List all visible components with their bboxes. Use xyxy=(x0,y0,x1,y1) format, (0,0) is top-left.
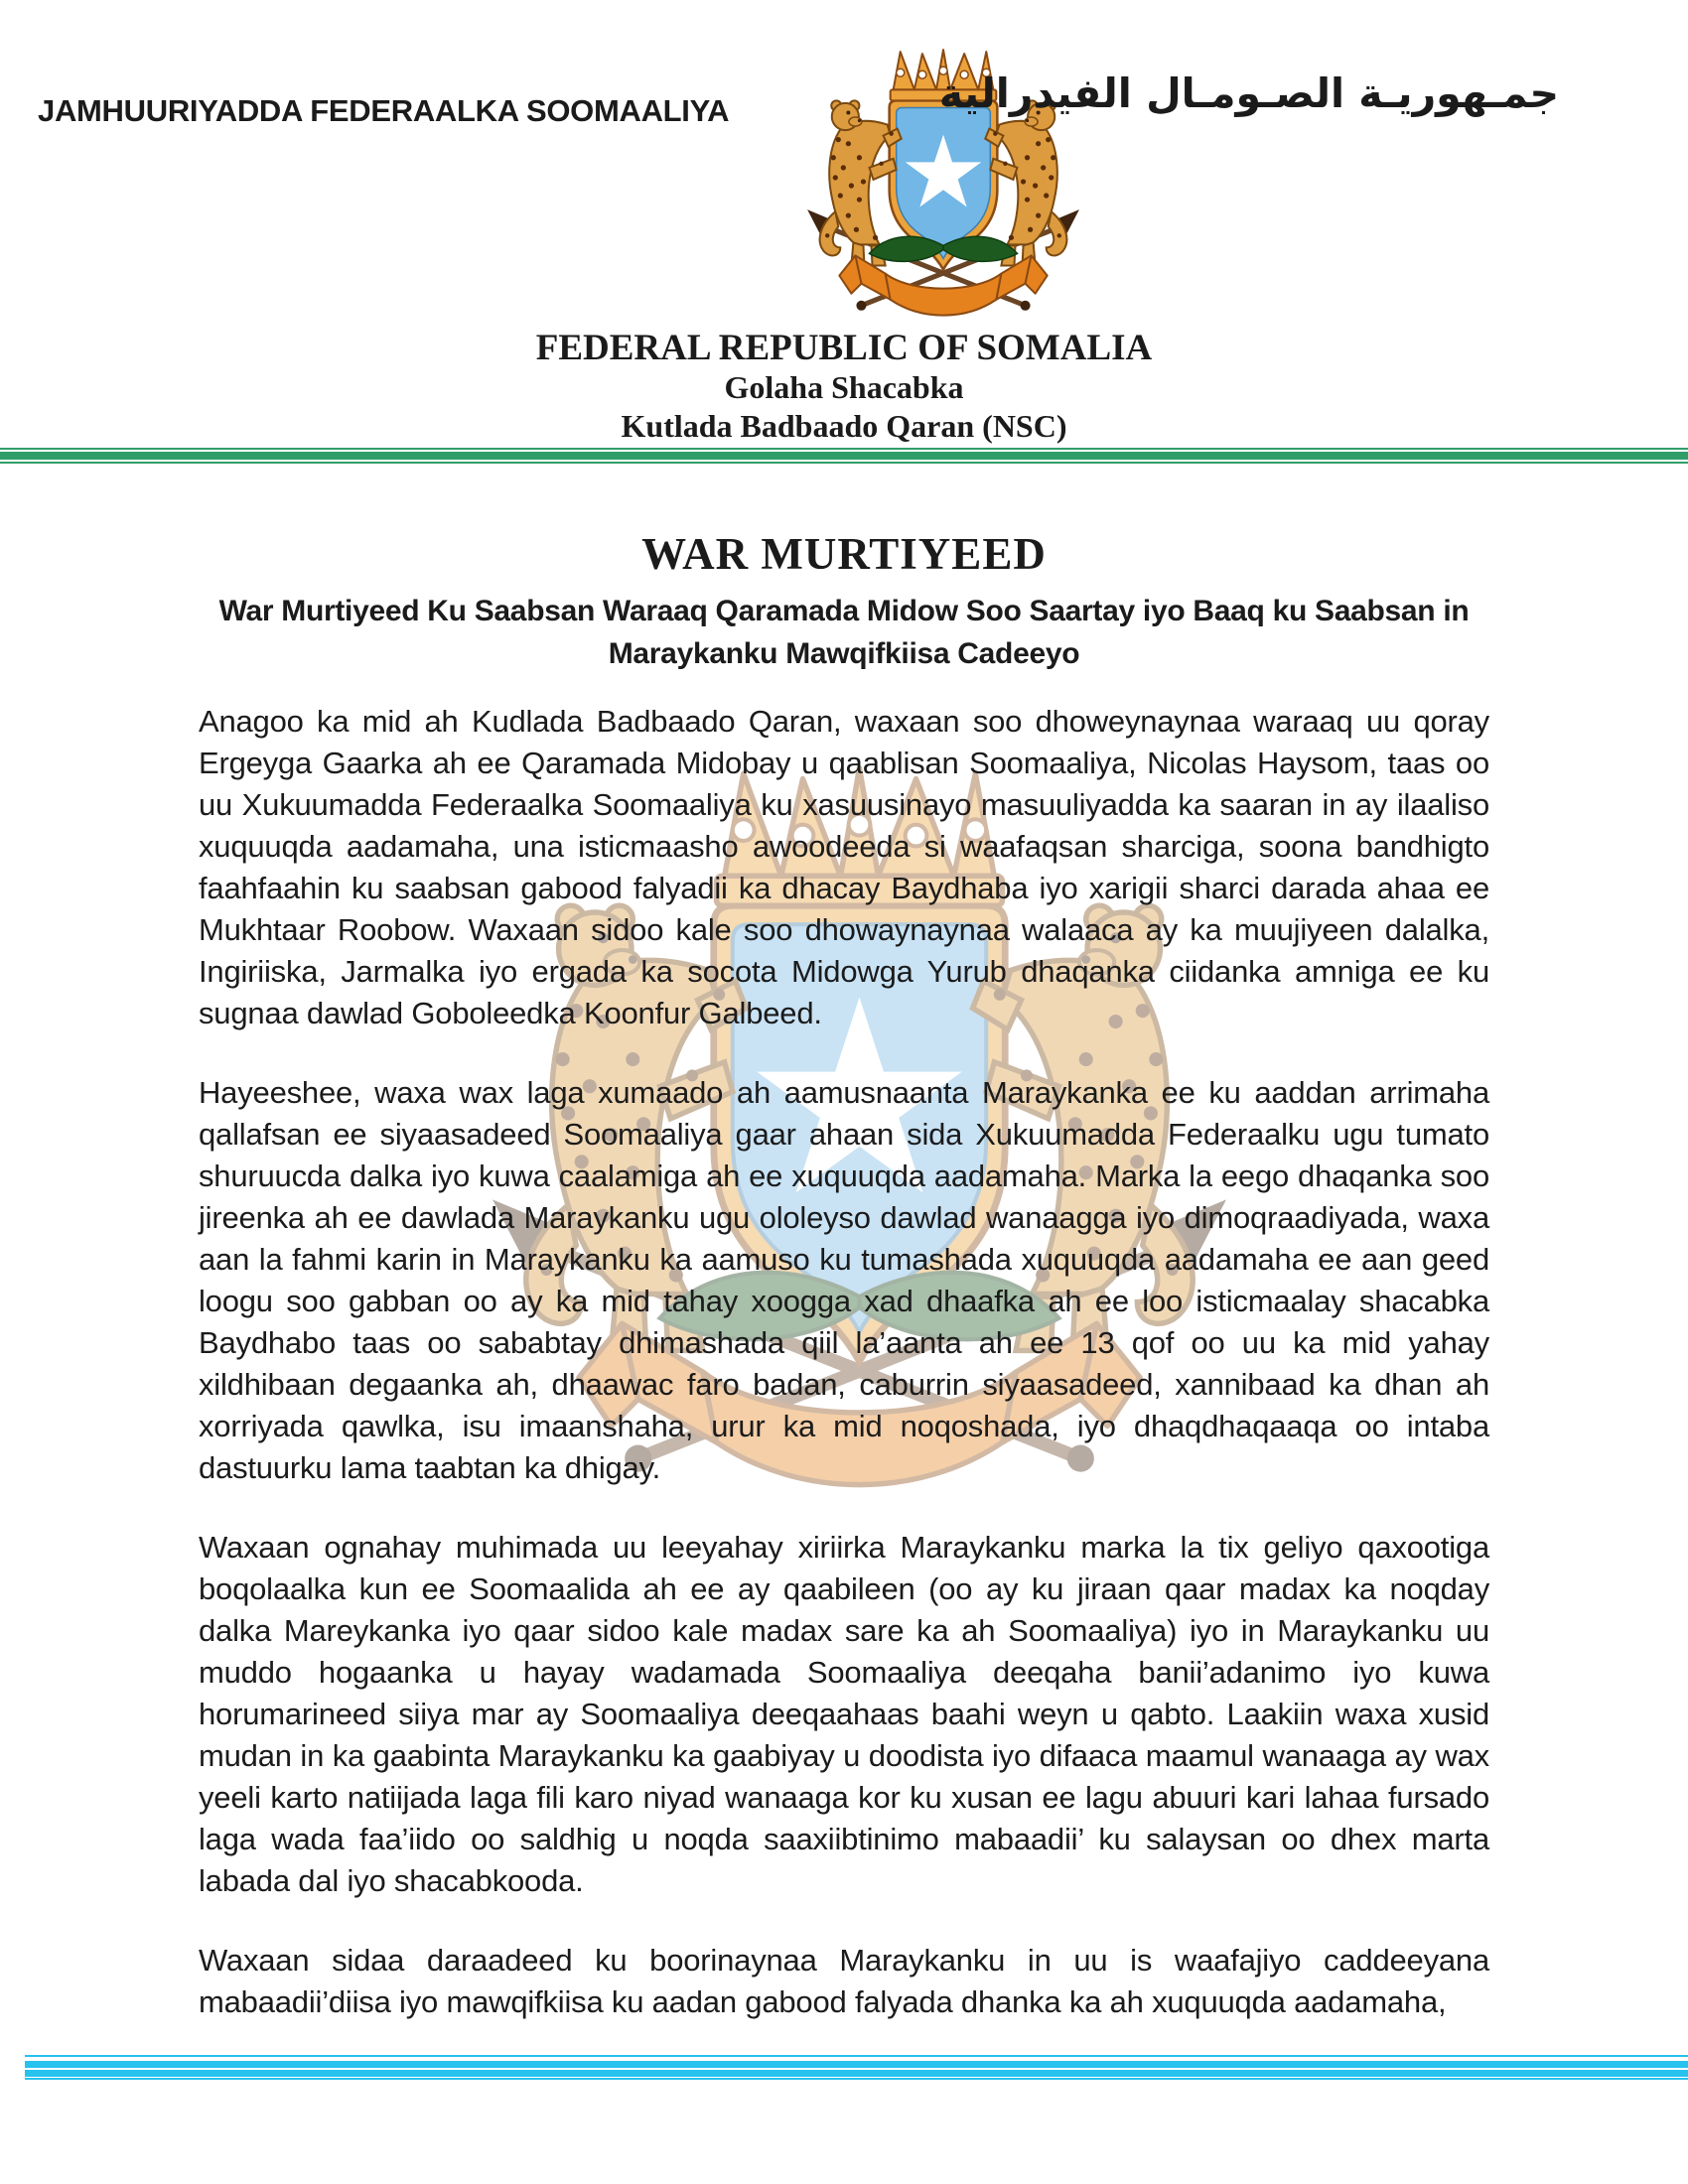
body-paragraph-4: Waxaan sidaa daraadeed ku boorinaynaa Maraykanku in uu is waafajiyo caddeeyana mabaadii’diisa iyo mawqifkiisa ku aadan gabood falyada dhanka ka ah xuquuqda aadamaha, xyxy=(199,1943,1489,2019)
org-name-english: FEDERAL REPUBLIC OF SOMALIA xyxy=(535,328,1153,368)
footer-separator-line xyxy=(25,2055,1688,2080)
header-org-block xyxy=(0,328,1688,445)
org-committee: Kutlada Badbaado Qaran (NSC) xyxy=(621,408,1067,444)
document-subtitle: War Murtiyeed Ku Saabsan Waraaq Qaramada Midow Soo Saartay iyo Baaq ku Saabsan in Maraykanku Mawqifkiisa Cadeeyo xyxy=(218,595,1470,670)
document-title: WAR MURTIYEED xyxy=(641,529,1047,580)
header-separator-line xyxy=(0,448,1688,464)
document-body xyxy=(199,701,1489,2061)
body-paragraph-3: Waxaan ognahay muhimada uu leeyahay xiriirka Maraykanku marka la tix geliyo qaxootiga boqolaalka kun ee Soomaalida ah ee ay qaabileen (oo ay ku jiraan qaar madax ka noqday dalka Mareykanka iyo qaar sidoo kale madax sare ka ah Soomaaliya) iyo in Maraykanku uu muddo hogaanka u hayay wadamada Soomaaliya deeqaha banii’adanimo iyo kuwa horumarineed siiya mar ay Soomaaliya deeqaahaas baahi weyn u qabto. Laakiin waxa xusid mudan in ka gaabinta Maraykanku ka gaabiyay u doodista iyo difaaca maamul wanaaga ay wax yeeli karto natiijada laga fili karo niyad wanaaga kor ku xusan ee lagu abuuri kari lahaa fursado laga wada faa’iido oo saldhig u noqda saaxiibtinimo mabaadii’ ku salaysan oo dhex marta labada dal iyo shacabkooda. xyxy=(199,1530,1489,1898)
header-somali-title: JAMHUURIYADDA FEDERAALKA SOOMAALIYA xyxy=(38,93,730,128)
org-chamber: Golaha Shacabka xyxy=(724,369,964,405)
header-arabic-title: جمـهوريـة الصـومـال الفيدرالية xyxy=(938,69,1559,117)
body-paragraph-1: Anagoo ka mid ah Kudlada Badbaado Qaran, waxaan soo dhoweynaynaa waraaq uu qoray Ergeyga Gaarka ah ee Qaramada Midobay u qaablisan Soomaaliya, Nicolas Haysom, taas oo uu Xukuumadda Federaalka Soomaaliya ku xasuusinayo masuuliyadda ka saaran in ay ilaaliso xuquuqda aadamaha, una isticmaasho awoodeeda si waafaqsan sharciga, soona bandhigto faahfaahin ku saabsan gabood falyadii ka dhacay Baydhaba iyo xarigii sharci darada ahaa ee Mukhtaar Roobow. Waxaan sidoo kale soo dhowaynaynaa walaaca ay ka muujiyeen dalalka, Ingiriiska, Jarmalka iyo ergada ka socota Midowga Yurub dhaqanka ciidanka amniga ee ku sugnaa dawlad Goboleedka Koonfur Galbeed. xyxy=(199,704,1489,1030)
body-paragraph-2: Hayeeshee, waxa wax laga xumaado ah aamusnaanta Maraykanka ee ku aaddan arrimaha qallafsan ee siyaasadeed Soomaaliya gaar ahaan sida Xukuumadda Federaalku ugu tumato shuruucda dalka iyo kuwa caalamiga ah ee xuquuqda aadamaha. Marka la eego dhaqanka soo jireenka ah ee dawlada Maraykanku ugu ololeyso dawlad wanaagga iyo dimoqraadiyada, waxa aan la fahmi karin in Maraykanku ka aamuso ku tumashada xuquuqda aadamaha ee aan geed loogu soo gabban oo ay ka mid tahay xoogga xad dhaafka ah ee loo isticmaalay shacabka Baydhabo taas oo sababtay dhimashada qiil la’aanta ah ee 13 qof oo uu ka mid yahay xildhibaan degaanka ah, dhaawac faro badan, caburrin siyaasadeed, xannibaad ka dhan ah xorriyada qawlka, isu imaanshaha, urur ka mid noqoshada, iyo dhaqdhaqaaqa oo intaba dastuurku lama taabtan ka dhigay. xyxy=(199,1075,1489,1485)
